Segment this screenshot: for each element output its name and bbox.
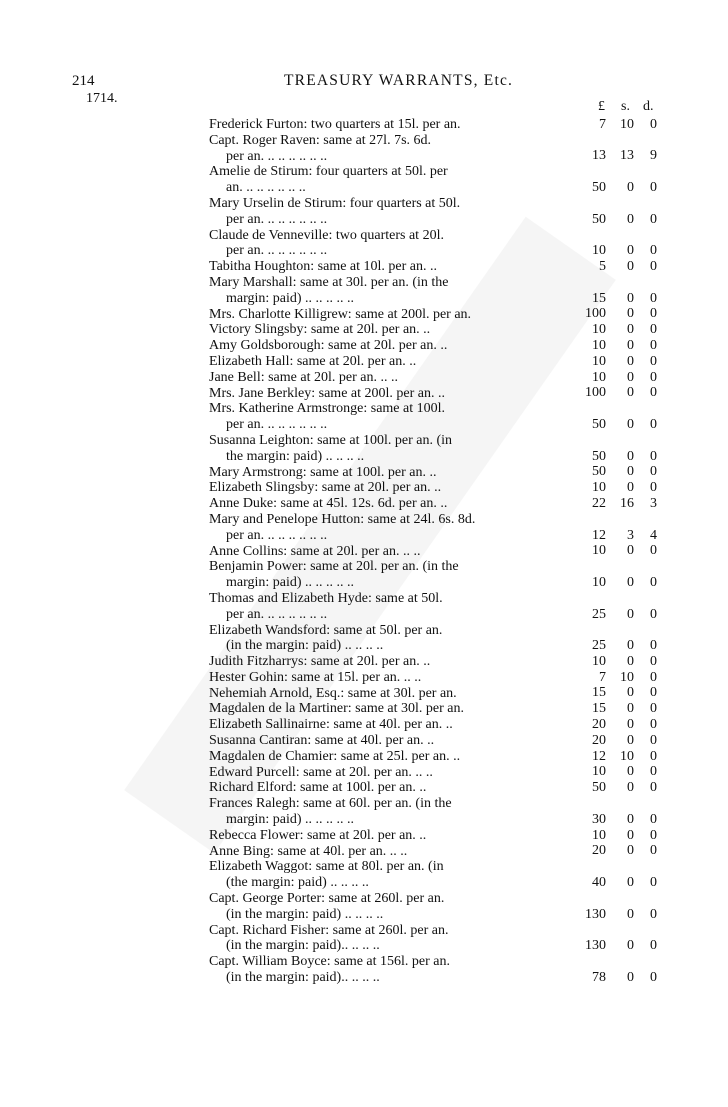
entry-amount [555, 291, 659, 307]
warrant-entry [209, 796, 659, 828]
warrant-entry [209, 717, 659, 733]
entry-text: Mary and Penelope Hutton: same at 24l. 6s. 8d. [209, 511, 476, 527]
warrant-entry [209, 828, 659, 844]
amount-shillings: 0 [627, 243, 634, 259]
amount-shillings: 0 [627, 653, 634, 669]
entry-text: Susanna Cantiran: same at 40l. per an. .. [209, 733, 435, 749]
warrant-entry [209, 923, 659, 955]
amount-pence: 0 [650, 322, 657, 338]
amount-pounds: 15 [592, 701, 606, 717]
entry-amount [555, 306, 659, 322]
warrant-entry [209, 701, 659, 717]
entry-continuation: (in the margin: paid).. .. .. .. [226, 970, 380, 986]
entry-continuation: per an. .. .. .. .. .. .. [226, 606, 328, 622]
warrant-entry [209, 859, 659, 891]
entry-amount [555, 449, 659, 465]
entry-continuation: the margin: paid) .. .. .. .. [226, 448, 365, 464]
entry-amount [555, 607, 659, 623]
amount-pence: 0 [650, 353, 657, 369]
amount-pence: 0 [650, 306, 657, 322]
warrant-entry [209, 496, 659, 512]
entry-amount [555, 575, 659, 591]
amount-pounds: 50 [592, 211, 606, 227]
shillings-column-header: s. [621, 99, 630, 114]
warrant-entries-list [209, 117, 659, 986]
amount-pounds: 20 [592, 732, 606, 748]
entry-text: Mrs. Charlotte Killigrew: same at 200l. per an. [209, 306, 472, 322]
warrant-entry [209, 591, 659, 623]
amount-pence: 0 [650, 717, 657, 733]
amount-pence: 0 [650, 653, 657, 669]
amount-pence: 0 [650, 843, 657, 859]
amount-pounds: 7 [599, 116, 606, 132]
amount-shillings: 0 [627, 574, 634, 590]
entry-amount [555, 354, 659, 370]
amount-pounds: 30 [592, 811, 606, 827]
entry-amount [555, 385, 659, 401]
amount-pence: 0 [650, 811, 657, 827]
amount-pounds: 10 [592, 369, 606, 385]
warrant-entry [209, 433, 659, 465]
warrant-entry [209, 133, 659, 165]
amount-shillings: 0 [627, 416, 634, 432]
amount-pounds: 50 [592, 464, 606, 480]
entry-amount [555, 180, 659, 196]
amount-shillings: 0 [627, 258, 634, 274]
amount-pounds: 13 [592, 148, 606, 164]
amount-shillings: 10 [620, 669, 634, 685]
entry-continuation: per an. .. .. .. .. .. .. [226, 211, 328, 227]
amount-pence: 0 [650, 416, 657, 432]
entry-amount [555, 322, 659, 338]
entry-continuation: per an. .. .. .. .. .. .. [226, 243, 328, 259]
amount-shillings: 10 [620, 748, 634, 764]
entry-amount [555, 148, 659, 164]
amount-pounds: 25 [592, 638, 606, 654]
entry-amount [555, 259, 659, 275]
amount-shillings: 0 [627, 211, 634, 227]
amount-shillings: 0 [627, 938, 634, 954]
amount-pence: 0 [650, 369, 657, 385]
amount-pence: 0 [650, 290, 657, 306]
amount-pounds: 10 [592, 764, 606, 780]
amount-pence: 9 [650, 148, 657, 164]
entry-amount [555, 938, 659, 954]
amount-pence: 0 [650, 574, 657, 590]
amount-shillings: 16 [620, 495, 634, 511]
amount-pounds: 10 [592, 243, 606, 259]
warrant-entry [209, 228, 659, 260]
entry-text: Capt. Roger Raven: same at 27l. 7s. 6d. [209, 132, 432, 148]
entry-text: Anne Bing: same at 40l. per an. .. .. [209, 843, 408, 859]
entry-text: Victory Slingsby: same at 20l. per an. .. [209, 322, 431, 338]
amount-pence: 0 [650, 480, 657, 496]
pounds-column-header: £ [598, 99, 605, 114]
warrant-entry [209, 891, 659, 923]
pence-column-header: d. [643, 99, 654, 114]
amount-shillings: 0 [627, 290, 634, 306]
amount-shillings: 0 [627, 337, 634, 353]
amount-pounds: 40 [592, 875, 606, 891]
warrant-entry [209, 164, 659, 196]
amount-pence: 0 [650, 211, 657, 227]
amount-pounds: 15 [592, 685, 606, 701]
entry-text: Anne Duke: same at 45l. 12s. 6d. per an. .. [209, 496, 448, 512]
amount-shillings: 0 [627, 606, 634, 622]
entry-text: Magdalen de Chamier: same at 25l. per an. .. [209, 748, 461, 764]
amount-pence: 0 [650, 701, 657, 717]
amount-pence: 0 [650, 764, 657, 780]
entry-amount [555, 764, 659, 780]
entry-amount [555, 812, 659, 828]
entry-amount [555, 212, 659, 228]
amount-shillings: 0 [627, 969, 634, 985]
entry-amount [555, 338, 659, 354]
amount-pounds: 100 [585, 306, 606, 322]
amount-shillings: 0 [627, 464, 634, 480]
amount-shillings: 0 [627, 480, 634, 496]
warrant-entry [209, 544, 659, 560]
warrant-entry [209, 307, 659, 323]
amount-shillings: 0 [627, 875, 634, 891]
warrant-entry [209, 780, 659, 796]
entry-continuation: an. .. .. .. .. .. .. [226, 180, 306, 196]
entry-text: Edward Purcell: same at 20l. per an. .. .. [209, 764, 433, 780]
entry-continuation: (the margin: paid) .. .. .. .. [226, 875, 369, 891]
entry-text: Amelie de Stirum: four quarters at 50l. per [209, 164, 448, 180]
warrant-entry [209, 844, 659, 860]
amount-pounds: 78 [592, 969, 606, 985]
warrant-entry [209, 733, 659, 749]
amount-shillings: 0 [627, 385, 634, 401]
entry-amount [555, 733, 659, 749]
entry-text: Jane Bell: same at 20l. per an. .. .. [209, 369, 398, 385]
amount-pence: 0 [650, 385, 657, 401]
warrant-entry [209, 275, 659, 307]
amount-pounds: 22 [592, 495, 606, 511]
amount-shillings: 0 [627, 717, 634, 733]
entry-amount [555, 370, 659, 386]
amount-pounds: 12 [592, 527, 606, 543]
amount-shillings: 0 [627, 843, 634, 859]
entry-amount [555, 780, 659, 796]
entry-amount [555, 117, 659, 133]
warrant-entry [209, 512, 659, 544]
entry-text: Mrs. Katherine Armstronge: same at 100l. [209, 401, 446, 417]
entry-text: Magdalen de la Martiner: same at 30l. per an. [209, 701, 465, 717]
warrant-entry [209, 370, 659, 386]
entry-text: Nehemiah Arnold, Esq.: same at 30l. per an. [209, 685, 457, 701]
amount-pounds: 10 [592, 574, 606, 590]
entry-text: Elizabeth Sallinairne: same at 40l. per an. .. [209, 717, 453, 733]
warrant-entry [209, 749, 659, 765]
amount-pounds: 50 [592, 780, 606, 796]
amount-pence: 0 [650, 906, 657, 922]
amount-pounds: 100 [585, 385, 606, 401]
entry-text: Tabitha Houghton: same at 10l. per an. .. [209, 259, 438, 275]
entry-text: Mrs. Jane Berkley: same at 200l. per an. .. [209, 385, 445, 401]
amount-pounds: 5 [599, 258, 606, 274]
entry-amount [555, 243, 659, 259]
entry-amount [555, 970, 659, 986]
amount-pounds: 10 [592, 480, 606, 496]
amount-pounds: 10 [592, 353, 606, 369]
amount-pence: 0 [650, 827, 657, 843]
entry-text: Capt. Richard Fisher: same at 260l. per an. [209, 922, 449, 938]
amount-shillings: 0 [627, 306, 634, 322]
amount-shillings: 0 [627, 685, 634, 701]
entry-continuation: (in the margin: paid).. .. .. .. [226, 938, 380, 954]
amount-shillings: 0 [627, 448, 634, 464]
amount-pence: 0 [650, 116, 657, 132]
warrant-entry [209, 322, 659, 338]
warrant-entry [209, 686, 659, 702]
warrant-entry [209, 401, 659, 433]
entry-amount [555, 417, 659, 433]
amount-pounds: 50 [592, 416, 606, 432]
entry-amount [555, 875, 659, 891]
entry-text: Rebecca Flower: same at 20l. per an. .. [209, 827, 427, 843]
amount-pence: 0 [650, 669, 657, 685]
amount-pence: 0 [650, 464, 657, 480]
warrant-entry [209, 670, 659, 686]
amount-pence: 0 [650, 748, 657, 764]
entry-text: Elizabeth Hall: same at 20l. per an. .. [209, 353, 417, 369]
amount-pounds: 130 [585, 938, 606, 954]
warrant-entry [209, 654, 659, 670]
amount-pence: 0 [650, 258, 657, 274]
entry-text: Thomas and Elizabeth Hyde: same at 50l. [209, 590, 443, 606]
entry-amount [555, 828, 659, 844]
amount-pence: 0 [650, 938, 657, 954]
entry-text: Mary Urselin de Stirum: four quarters at 50l. [209, 195, 461, 211]
amount-pence: 0 [650, 179, 657, 195]
entry-text: Susanna Leighton: same at 100l. per an. (in [209, 432, 452, 448]
amount-pounds: 10 [592, 337, 606, 353]
amount-pence: 0 [650, 875, 657, 891]
entry-amount [555, 480, 659, 496]
amount-shillings: 10 [620, 116, 634, 132]
amount-pence: 0 [650, 543, 657, 559]
entry-text: Capt. William Boyce: same at 156l. per an. [209, 954, 451, 970]
entry-text: Benjamin Power: same at 20l. per an. (in the [209, 559, 459, 575]
entry-text: Frederick Furton: two quarters at 15l. per an. [209, 117, 461, 132]
amount-pounds: 10 [592, 827, 606, 843]
entry-continuation: margin: paid) .. .. .. .. .. [226, 812, 355, 828]
amount-pounds: 10 [592, 322, 606, 338]
amount-pounds: 20 [592, 843, 606, 859]
warrant-entry [209, 386, 659, 402]
entry-text: Elizabeth Slingsby: same at 20l. per an. .. [209, 480, 442, 496]
amount-pounds: 50 [592, 448, 606, 464]
entry-text: Amy Goldsborough: same at 20l. per an. .. [209, 338, 448, 354]
entry-amount [555, 843, 659, 859]
entry-amount [555, 685, 659, 701]
amount-pence: 0 [650, 780, 657, 796]
entry-amount [555, 464, 659, 480]
amount-pounds: 10 [592, 653, 606, 669]
amount-pounds: 50 [592, 179, 606, 195]
entry-text: Hester Gohin: same at 15l. per an. .. .. [209, 669, 422, 685]
warrant-entry [209, 559, 659, 591]
entry-text: Anne Collins: same at 20l. per an. .. .. [209, 543, 421, 559]
amount-pence: 0 [650, 638, 657, 654]
amount-pounds: 130 [585, 906, 606, 922]
amount-shillings: 0 [627, 780, 634, 796]
amount-shillings: 0 [627, 179, 634, 195]
entry-continuation: per an. .. .. .. .. .. .. [226, 417, 328, 433]
entry-text: Elizabeth Waggot: same at 80l. per an. (in [209, 859, 444, 875]
amount-pence: 0 [650, 969, 657, 985]
entry-continuation: margin: paid) .. .. .. .. .. [226, 575, 355, 591]
warrant-entry [209, 259, 659, 275]
amount-shillings: 0 [627, 827, 634, 843]
entry-text: Mary Marshall: same at 30l. per an. (in the [209, 274, 449, 290]
entry-amount [555, 749, 659, 765]
amount-pence: 3 [650, 495, 657, 511]
amount-pence: 0 [650, 448, 657, 464]
entry-amount [555, 907, 659, 923]
entry-continuation: (in the margin: paid) .. .. .. .. [226, 906, 384, 922]
entry-text: Claude de Venneville: two quarters at 20l. [209, 227, 444, 243]
amount-shillings: 0 [627, 322, 634, 338]
entry-continuation: margin: paid) .. .. .. .. .. [226, 290, 355, 306]
amount-shillings: 0 [627, 369, 634, 385]
warrant-entry [209, 623, 659, 655]
amount-pence: 4 [650, 527, 657, 543]
entry-amount [555, 543, 659, 559]
entry-amount [555, 701, 659, 717]
entry-text: Frances Ralegh: same at 60l. per an. (in the [209, 796, 452, 812]
amount-pounds: 25 [592, 606, 606, 622]
amount-shillings: 0 [627, 732, 634, 748]
amount-shillings: 3 [627, 527, 634, 543]
entry-continuation: per an. .. .. .. .. .. .. [226, 527, 328, 543]
warrant-entry [209, 338, 659, 354]
entry-amount [555, 717, 659, 733]
amount-pence: 0 [650, 243, 657, 259]
amount-pounds: 7 [599, 669, 606, 685]
warrant-entry [209, 765, 659, 781]
entry-text: Richard Elford: same at 100l. per an. .. [209, 780, 427, 796]
entry-text: Elizabeth Wandsford: same at 50l. per an. [209, 622, 443, 638]
amount-shillings: 0 [627, 638, 634, 654]
amount-pounds: 15 [592, 290, 606, 306]
warrant-entry [209, 117, 659, 133]
amount-pence: 0 [650, 606, 657, 622]
running-title: TREASURY WARRANTS, Etc. [284, 72, 514, 89]
warrant-entry [209, 954, 659, 986]
entry-amount [555, 670, 659, 686]
amount-pence: 0 [650, 732, 657, 748]
warrant-entry [209, 480, 659, 496]
page-number: 214 [72, 73, 95, 89]
amount-pounds: 20 [592, 717, 606, 733]
warrant-entry [209, 354, 659, 370]
entry-continuation: (in the margin: paid) .. .. .. .. [226, 638, 384, 654]
entry-amount [555, 496, 659, 512]
amount-pence: 0 [650, 337, 657, 353]
year-label: 1714. [86, 91, 118, 106]
entry-amount [555, 654, 659, 670]
amount-shillings: 0 [627, 906, 634, 922]
amount-shillings: 13 [620, 148, 634, 164]
amount-shillings: 0 [627, 701, 634, 717]
entry-text: Judith Fitzharrys: same at 20l. per an. .. [209, 654, 431, 670]
amount-pounds: 10 [592, 543, 606, 559]
amount-pounds: 12 [592, 748, 606, 764]
entry-amount [555, 528, 659, 544]
entry-text: Mary Armstrong: same at 100l. per an. .. [209, 464, 437, 480]
amount-shillings: 0 [627, 543, 634, 559]
entry-text: Capt. George Porter: same at 260l. per an. [209, 891, 445, 907]
entry-continuation: per an. .. .. .. .. .. .. [226, 148, 328, 164]
amount-shillings: 0 [627, 353, 634, 369]
warrant-entry [209, 196, 659, 228]
amount-pence: 0 [650, 685, 657, 701]
warrant-entry [209, 465, 659, 481]
amount-shillings: 0 [627, 811, 634, 827]
entry-amount [555, 638, 659, 654]
amount-shillings: 0 [627, 764, 634, 780]
